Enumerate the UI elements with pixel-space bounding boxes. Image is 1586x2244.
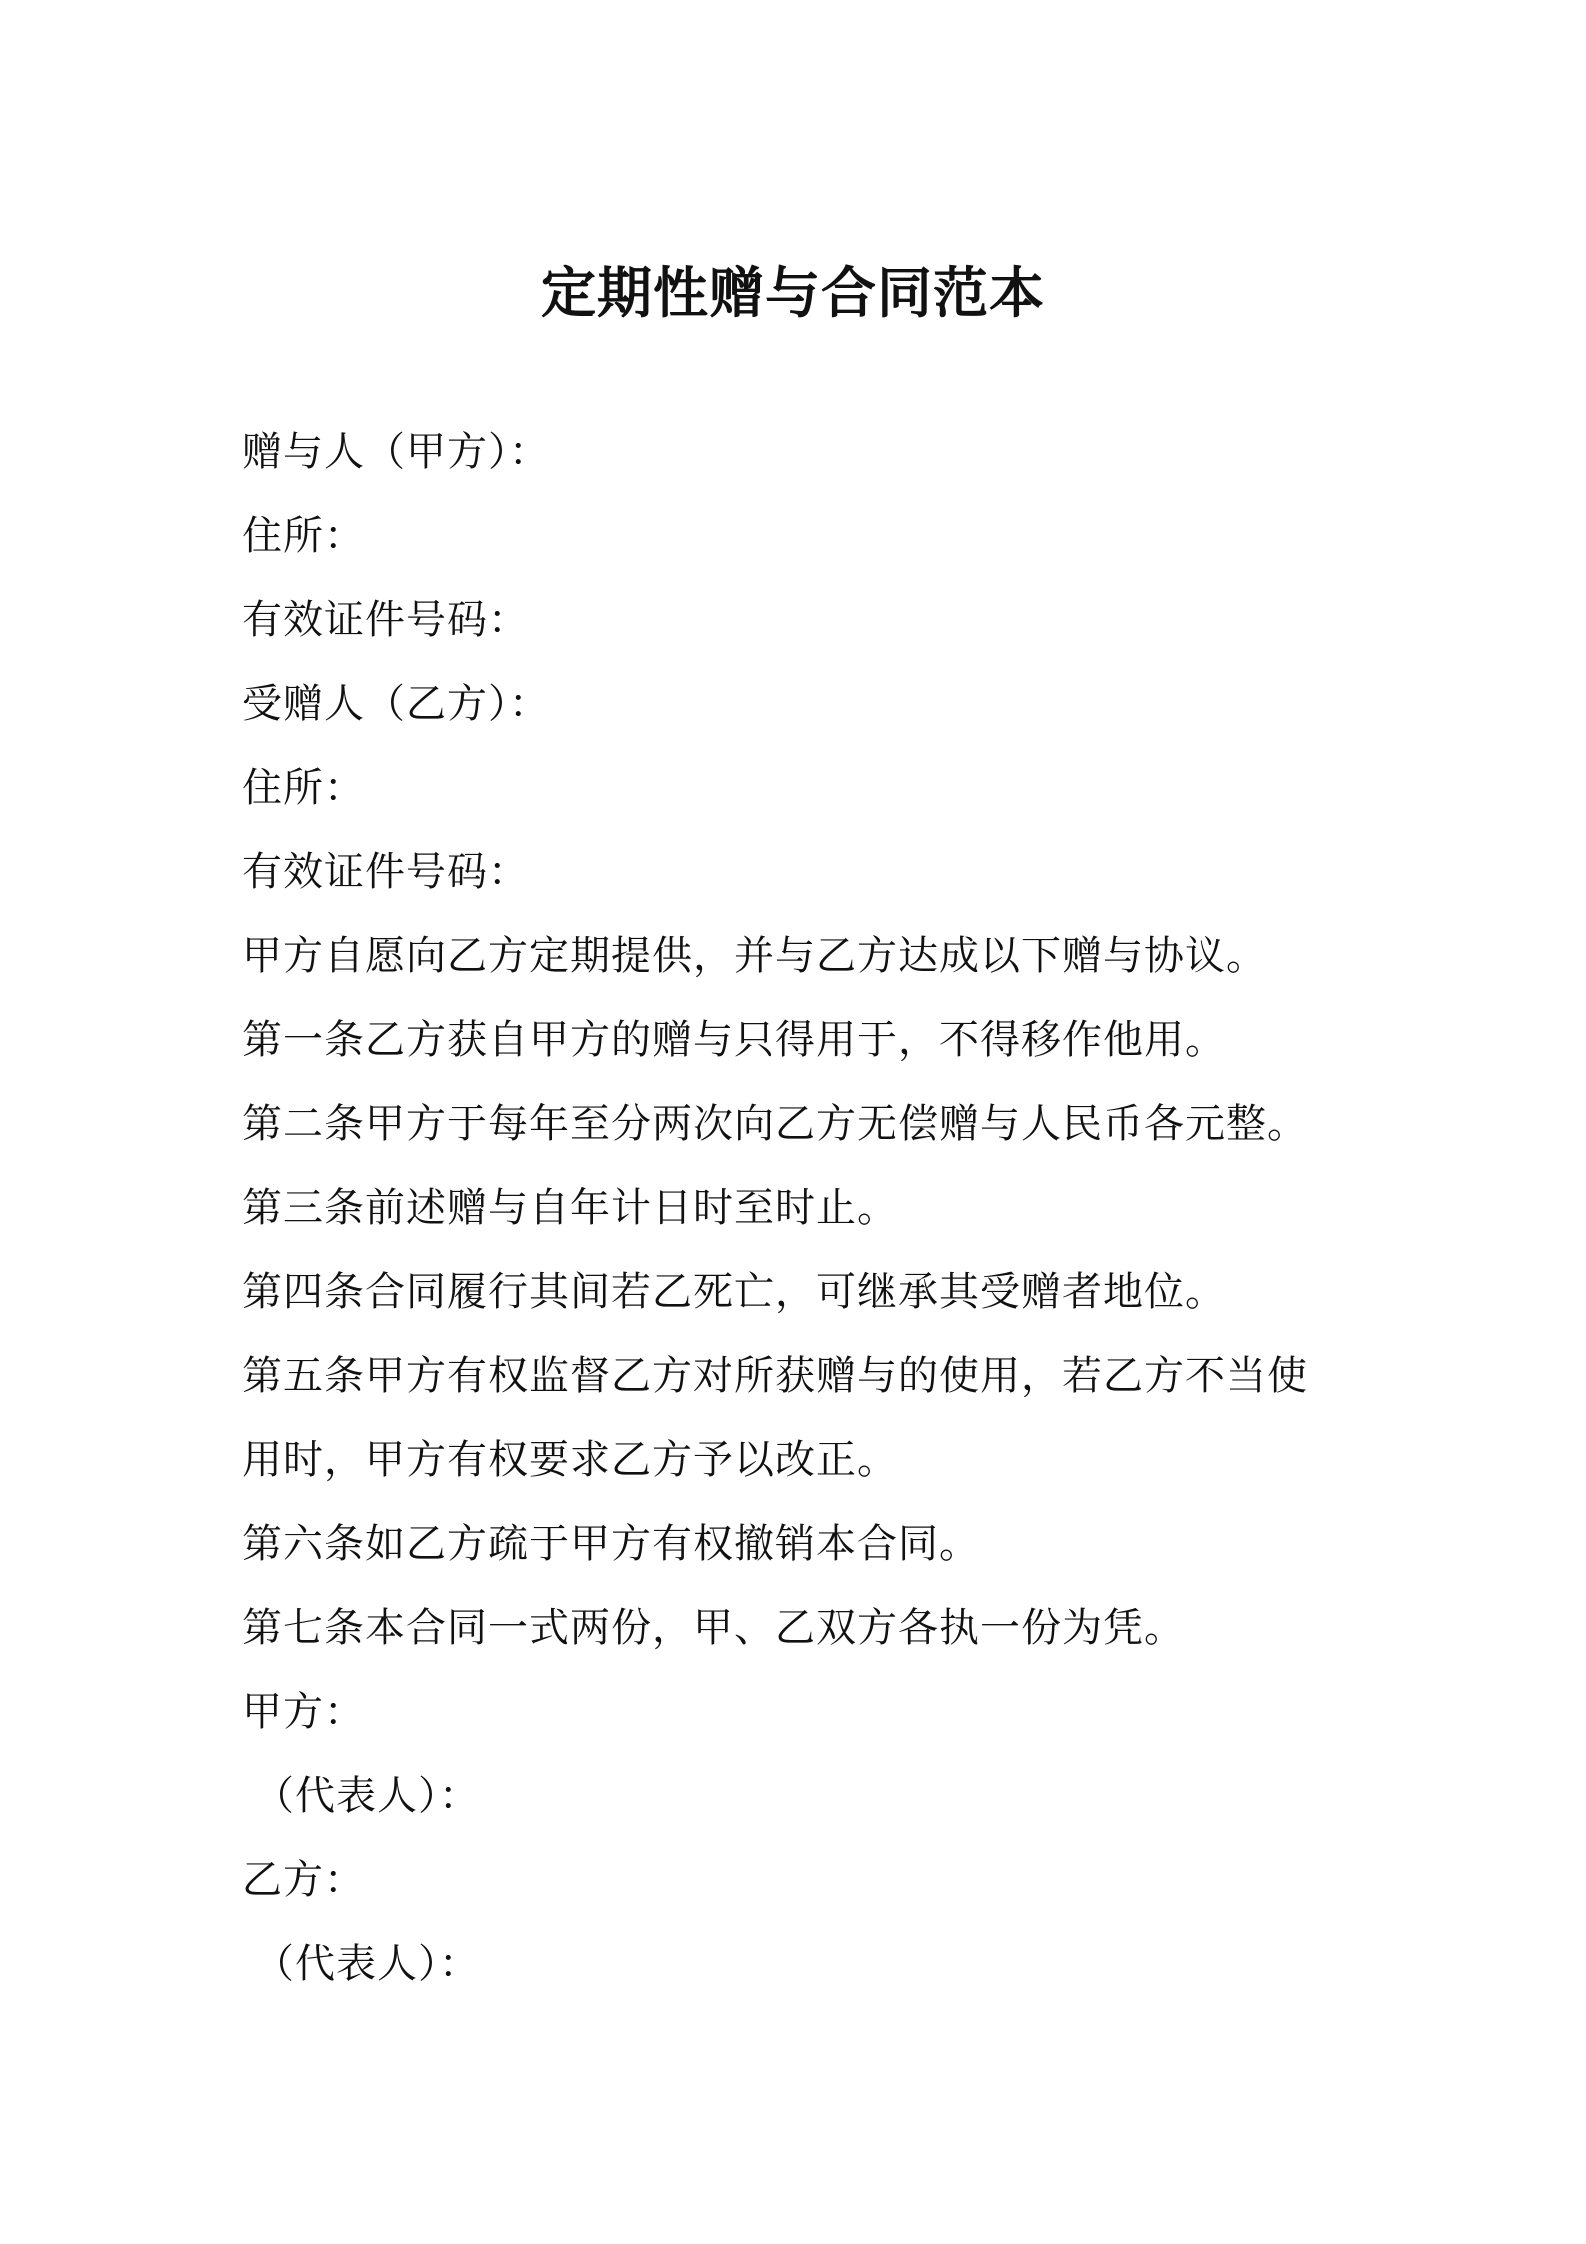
donee-address-line: 住所： <box>242 765 365 811</box>
article-6-line: 第六条如乙方疏于甲方有权撤销本合同。 <box>242 1521 980 1567</box>
article-1-line: 第一条乙方获自甲方的赠与只得用于，不得移作他用。 <box>242 1017 1226 1063</box>
donor-address-line: 住所： <box>242 513 365 559</box>
donor-id-line: 有效证件号码： <box>242 597 529 643</box>
article-4-line: 第四条合同履行其间若乙死亡，可继承其受赠者地位。 <box>242 1269 1226 1315</box>
document-body <box>242 410 1362 2006</box>
donee-id-line: 有效证件号码： <box>242 849 529 895</box>
preamble-line: 甲方自愿向乙方定期提供，并与乙方达成以下赠与协议。 <box>242 933 1267 979</box>
article-5-line: 第五条甲方有权监督乙方对所获赠与的使用，若乙方不当使 <box>242 1353 1308 1399</box>
article-2-line: 第二条甲方于每年至分两次向乙方无偿赠与人民币各元整。 <box>242 1101 1308 1147</box>
party-a-signature-line: 甲方： <box>242 1689 365 1735</box>
article-5-continuation-line: 用时，甲方有权要求乙方予以改正。 <box>242 1437 898 1483</box>
document-title: 定期性赠与合同范本 <box>540 261 1045 325</box>
donor-line: 赠与人（甲方）： <box>242 429 550 475</box>
party-b-signature-line: 乙方： <box>242 1857 365 1903</box>
donee-line: 受赠人（乙方）： <box>242 681 550 727</box>
article-7-line: 第七条本合同一式两份，甲、乙双方各执一份为凭。 <box>242 1605 1185 1651</box>
article-3-line: 第三条前述赠与自年计日时至时止。 <box>242 1185 898 1231</box>
party-a-representative-line: （代表人）： <box>254 1773 480 1819</box>
party-b-representative-line: （代表人）： <box>254 1941 480 1987</box>
